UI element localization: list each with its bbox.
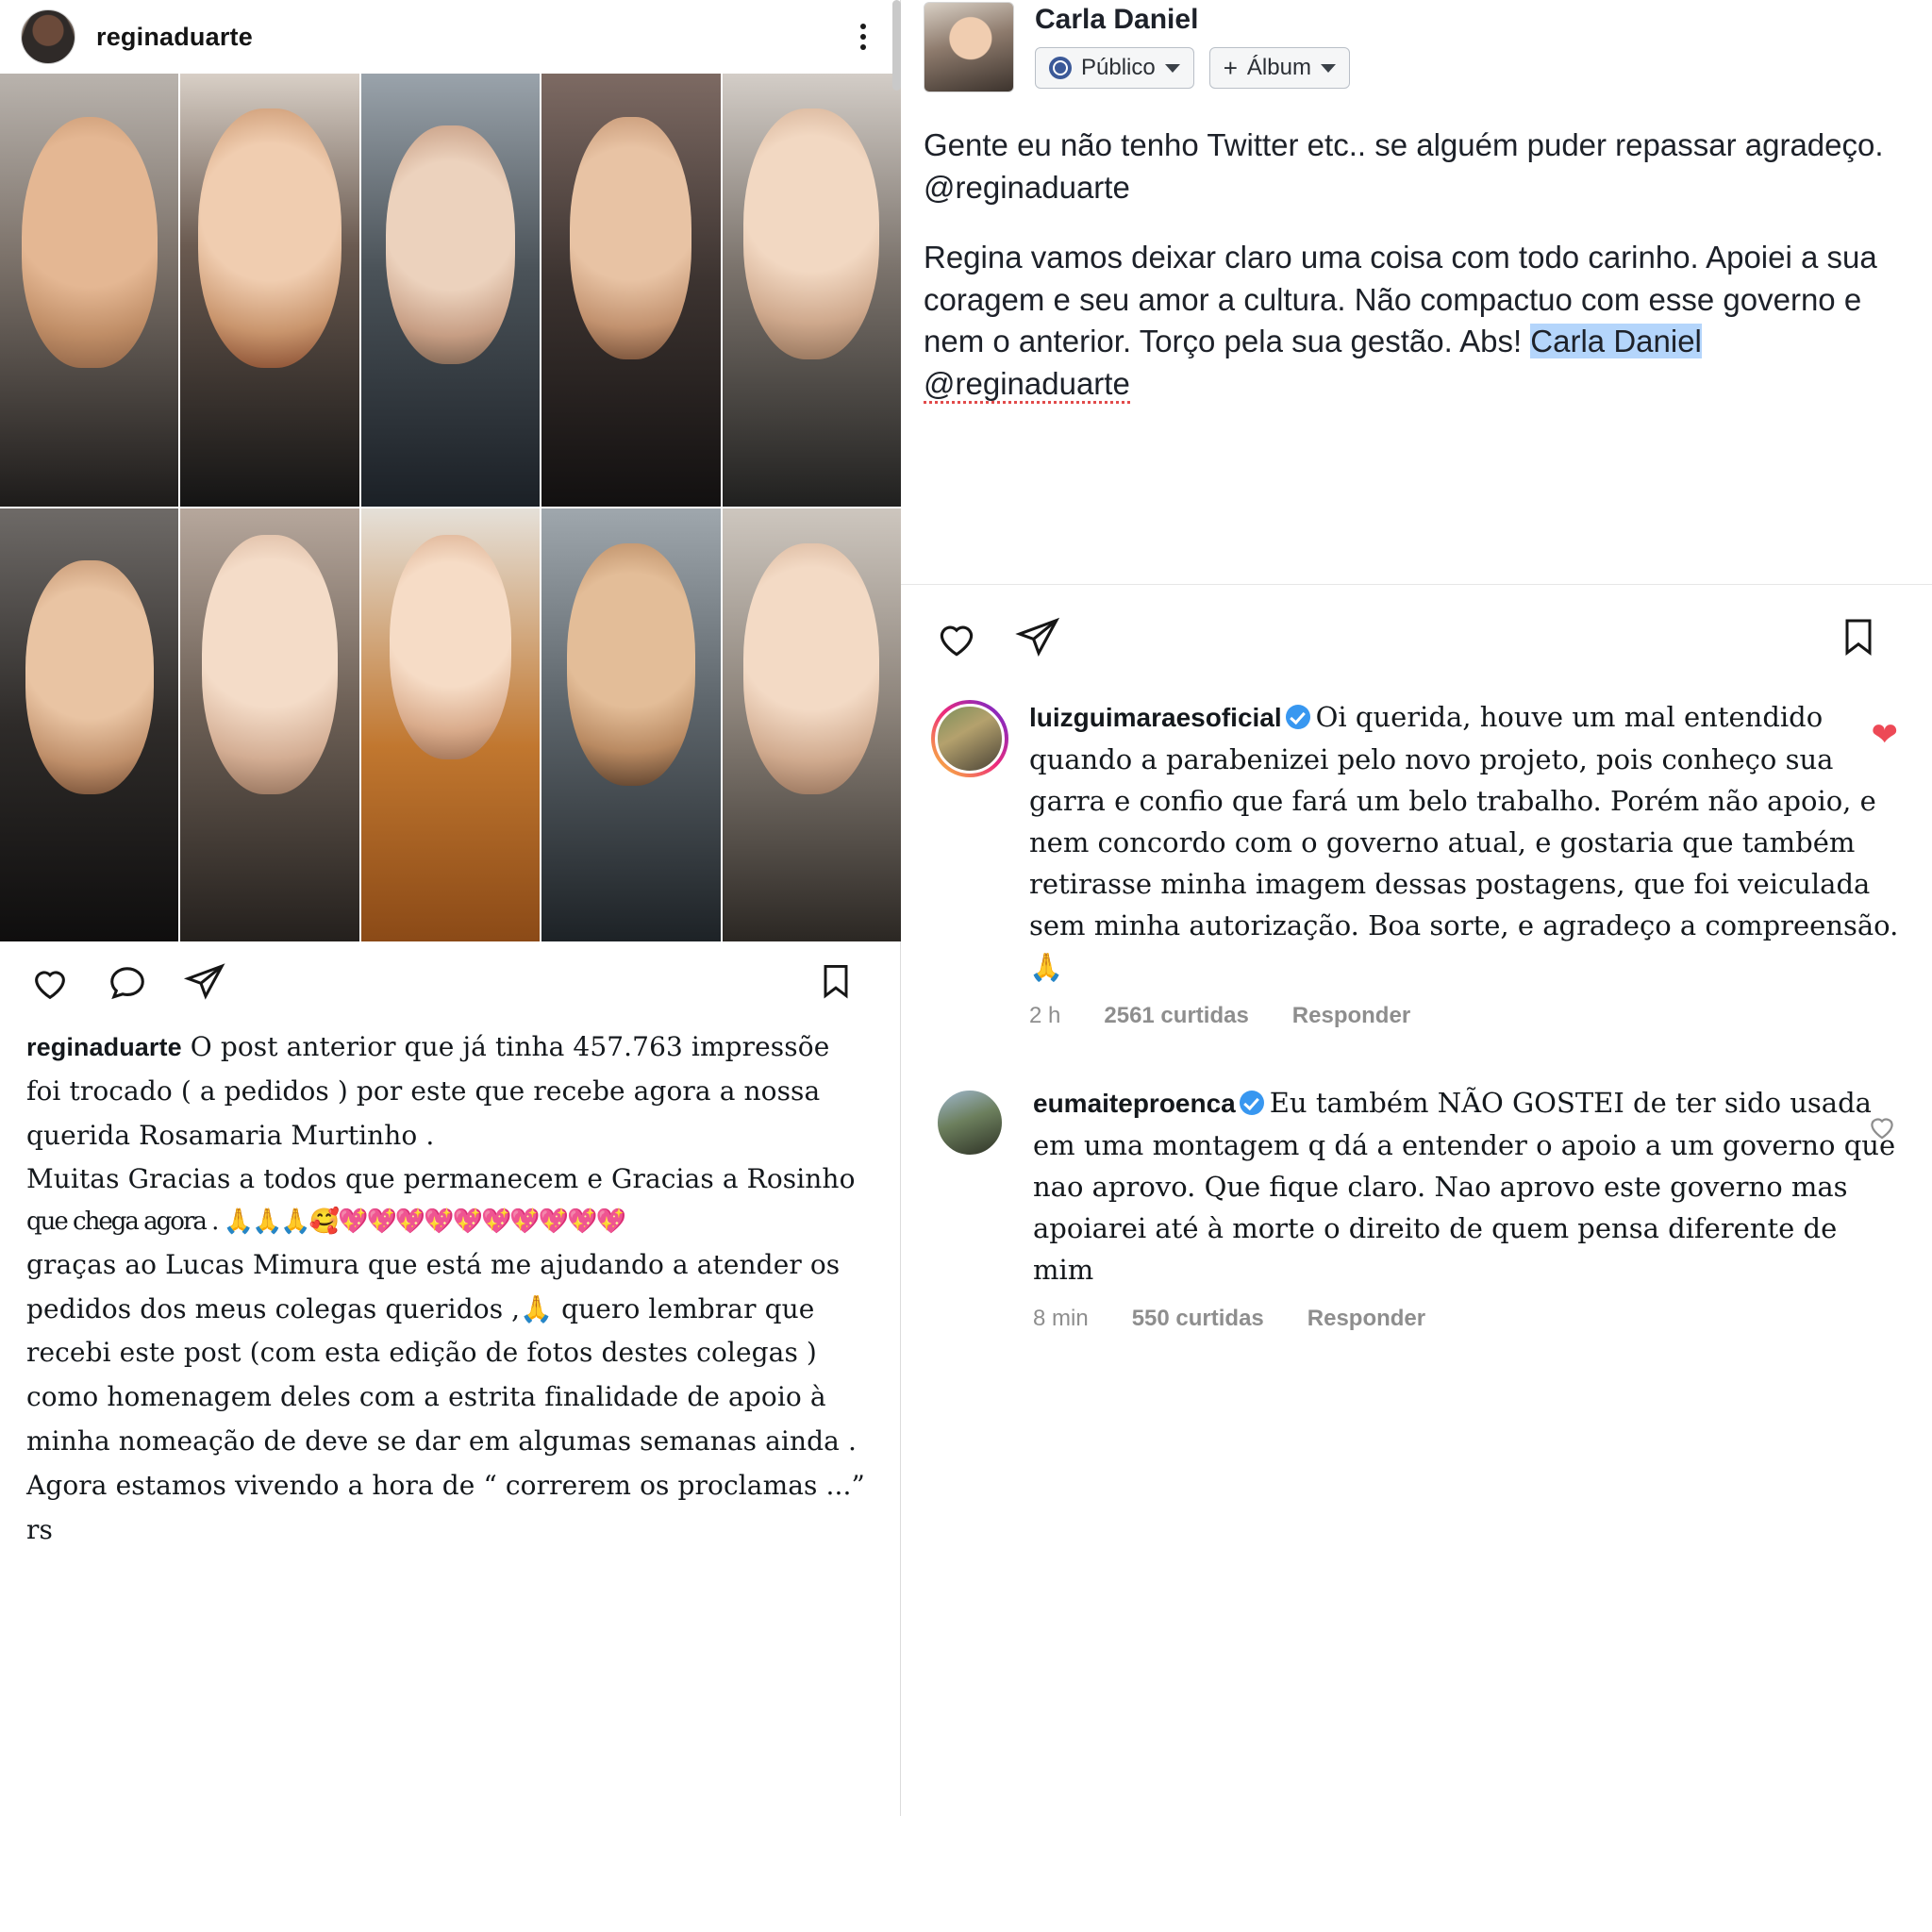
bookmark-icon[interactable] bbox=[1836, 614, 1879, 658]
comment-likes[interactable]: 2561 curtidas bbox=[1104, 1003, 1249, 1029]
facebook-post bbox=[901, 0, 1932, 585]
comment-item bbox=[901, 687, 1932, 1029]
heart-icon[interactable] bbox=[933, 614, 976, 658]
post-header bbox=[0, 0, 900, 74]
plus-icon: + bbox=[1223, 54, 1238, 82]
comment-username[interactable]: eumaiteproenca bbox=[1033, 1089, 1236, 1119]
privacy-selector[interactable] bbox=[1035, 47, 1194, 89]
comment-username[interactable]: luizguimaraesoficial bbox=[1029, 703, 1282, 732]
comment-time: 2 h bbox=[1029, 1003, 1061, 1029]
album-selector[interactable] bbox=[1209, 47, 1350, 89]
paper-plane-icon[interactable] bbox=[183, 960, 226, 1004]
privacy-label: Público bbox=[1081, 55, 1156, 80]
paragraph-text: Regina vamos deixar claro uma coisa com todo carinho. Apoiei a sua coragem e seu amor a cultura. Não compactuo com esse governo e nem o anterior. Torço pela sua gestão. Abs! bbox=[924, 240, 1877, 359]
facebook-post-body bbox=[924, 125, 1907, 405]
instagram-post-card bbox=[0, 0, 901, 1816]
heart-icon[interactable] bbox=[28, 960, 72, 1004]
caption-author[interactable]: reginaduarte bbox=[26, 1033, 182, 1061]
grid-photo bbox=[180, 74, 358, 507]
heart-filled-icon: ❤ bbox=[1871, 717, 1898, 753]
paragraph-text: Gente eu não tenho Twitter etc.. se alguém puder repassar agradeço. @reginaduarte bbox=[924, 127, 1884, 205]
comment-reply-button[interactable]: Responder bbox=[1291, 1003, 1411, 1029]
comment-likes[interactable]: 550 curtidas bbox=[1131, 1305, 1264, 1331]
scrollbar-thumb[interactable] bbox=[892, 0, 901, 91]
caption-line: pedidos dos meus colegas queridos ,🙏 quero lembrar que bbox=[26, 1292, 815, 1324]
grid-photo bbox=[180, 508, 358, 941]
comment-body: Eu também NÃO GOSTEI de ter sido usada em uma montagem q dá a entender o apoio a um governo que nao aprovo. Que fique claro. Nao aprovo este governo mas apoiarei até à morte o direito de quem pensa diferente de mim bbox=[1033, 1087, 1896, 1286]
comment-text-wrap bbox=[1029, 696, 1904, 988]
caption-line: recebi este post (com esta edição de fotos destes colegas ) bbox=[26, 1337, 817, 1369]
caption-line: Agora estamos vivendo a hora de “ correrem os proclamas ...” bbox=[26, 1469, 865, 1501]
avatar[interactable] bbox=[21, 9, 75, 64]
post-photo-grid[interactable] bbox=[0, 74, 901, 941]
grid-photo bbox=[0, 508, 178, 941]
avatar[interactable] bbox=[935, 1088, 1005, 1158]
comment-time: 8 min bbox=[1033, 1305, 1089, 1331]
post-username[interactable]: reginaduarte bbox=[96, 22, 253, 51]
comment-action-bar bbox=[901, 585, 1932, 687]
selected-text: Carla Daniel bbox=[1530, 324, 1702, 359]
grid-photo bbox=[723, 74, 901, 507]
kebab-menu-icon[interactable] bbox=[860, 24, 866, 50]
caption-line: graças ao Lucas Mimura que está me ajudando a atender os bbox=[26, 1248, 841, 1280]
comment-bubble-icon[interactable] bbox=[106, 960, 149, 1004]
caption-line: querida Rosamaria Murtinho . bbox=[26, 1119, 435, 1151]
comment-meta bbox=[1033, 1306, 1904, 1332]
caption-line: Muitas Gracias a todos que permanecem e Gracias a Rosinho bbox=[26, 1163, 856, 1195]
comment-like-button[interactable] bbox=[1872, 719, 1899, 751]
comment-body: Oi querida, houve um mal entendido quando a parabenizei pelo novo projeto, pois conheço sua garra e confio que fará um belo trabalho. Porém não apoio, e nem concordo com o governo atual, e gostaria que também retirasse minha imagem dessas postagens, que foi veiculada sem minha autorização. Boa sorte, e agradeço a compreensão. 🙏 bbox=[1029, 701, 1899, 983]
grid-photo bbox=[541, 508, 720, 941]
caption-line: O post anterior que já tinha 457.763 impressõe bbox=[190, 1031, 830, 1062]
grid-photo bbox=[723, 508, 901, 941]
heart-outline-icon bbox=[1866, 1110, 1898, 1142]
comment-reply-button[interactable]: Responder bbox=[1307, 1305, 1426, 1331]
caption-line: rs bbox=[26, 1513, 53, 1545]
avatar[interactable] bbox=[931, 700, 1008, 777]
facebook-post-header bbox=[924, 0, 1907, 92]
mention-link[interactable]: @reginaduarte bbox=[924, 366, 1130, 404]
post-caption bbox=[0, 1023, 900, 1551]
grid-photo bbox=[0, 74, 178, 507]
post-paragraph-1 bbox=[924, 125, 1907, 208]
grid-photo bbox=[361, 508, 540, 941]
comment-text-wrap bbox=[1033, 1082, 1904, 1291]
verified-badge-icon bbox=[1286, 705, 1310, 729]
comment-meta bbox=[1029, 1003, 1904, 1029]
verified-badge-icon bbox=[1240, 1091, 1264, 1115]
bookmark-icon[interactable] bbox=[815, 960, 858, 1004]
grid-photo bbox=[361, 74, 540, 507]
caption-line: foi trocado ( a pedidos ) por este que recebe agora a nossa bbox=[26, 1074, 821, 1107]
caption-line: como homenagem deles com a estrita finalidade de apoio à bbox=[26, 1381, 826, 1413]
globe-icon bbox=[1049, 57, 1072, 79]
paper-plane-icon[interactable] bbox=[1014, 614, 1058, 658]
chevron-down-icon bbox=[1165, 64, 1180, 73]
comment-like-button[interactable] bbox=[1866, 1110, 1898, 1147]
grid-photo bbox=[541, 74, 720, 507]
chevron-down-icon bbox=[1321, 64, 1336, 73]
post-action-bar bbox=[0, 941, 900, 1023]
right-column bbox=[901, 0, 1932, 1932]
avatar[interactable] bbox=[924, 2, 1014, 92]
post-paragraph-2 bbox=[924, 237, 1907, 405]
comment-item bbox=[901, 1073, 1932, 1332]
album-label: Álbum bbox=[1246, 55, 1311, 80]
author-name[interactable]: Carla Daniel bbox=[1035, 4, 1199, 35]
caption-line: minha nomeação de deve se dar em algumas semanas ainda . bbox=[26, 1424, 857, 1457]
caption-line: que chega agora . 🙏🙏🙏🥰💖💖💖💖💖💖💖💖💖💖 bbox=[26, 1208, 625, 1237]
